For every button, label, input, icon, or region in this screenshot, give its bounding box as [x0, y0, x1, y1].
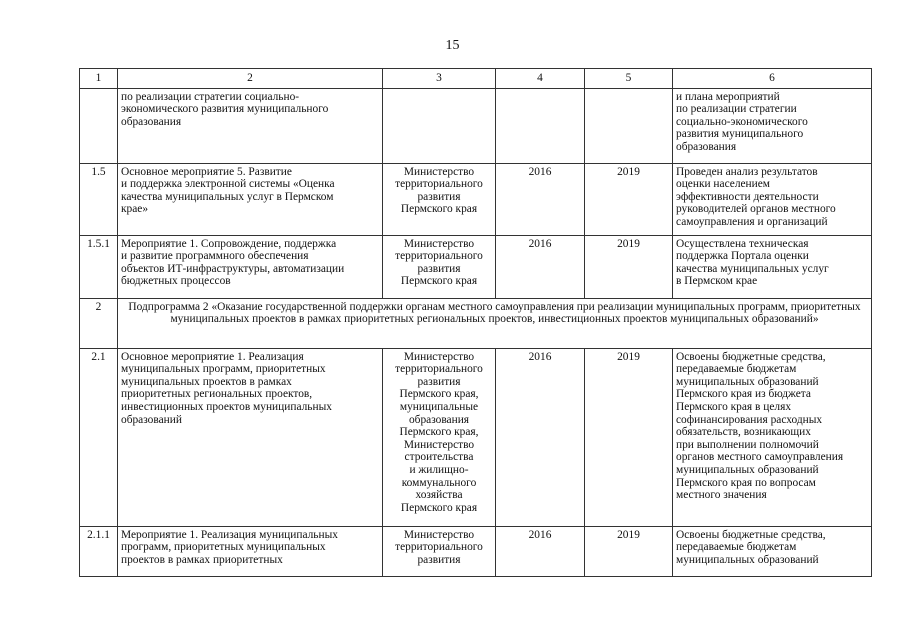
subprogram-row [80, 298, 872, 348]
header-cell: 4 [496, 69, 585, 89]
event-name: Основное мероприятие 5. Развитие и поддержка электронной системы «Оценка качества муниципальных услуг в Пермском крае» [118, 163, 383, 235]
executor [383, 88, 496, 163]
page-number: 15 [445, 38, 460, 53]
end-year: 2019 [585, 163, 673, 235]
row-number: 1.5.1 [80, 235, 118, 298]
executor: Министерство территориального развития [383, 526, 496, 576]
executor: Министерство территориального развития Пермского края, муниципальные образования Пермского края, Министерство строительства и жилищно- коммунального хозяйства Пермского края [383, 348, 496, 526]
start-year: 2016 [496, 235, 585, 298]
start-year: 2016 [496, 526, 585, 576]
header-cell: 3 [383, 69, 496, 89]
end-year: 2019 [585, 526, 673, 576]
start-year: 2016 [496, 348, 585, 526]
header-row [80, 69, 872, 89]
header-cell: 2 [118, 69, 383, 89]
row-number: 2.1.1 [80, 526, 118, 576]
table-row [80, 235, 872, 298]
executor: Министерство территориального развития Пермского края [383, 163, 496, 235]
start-year [496, 88, 585, 163]
row-number: 2 [80, 298, 118, 348]
event-name: Основное мероприятие 1. Реализация муниципальных программ, приоритетных муниципальных проектов в рамках приоритетных региональных проектов, инвестиционных проектов муниципальных образований [118, 348, 383, 526]
table-row [80, 348, 872, 526]
expected-result: и плана мероприятий по реализации стратегии социально-экономического развития муниципального образования [673, 88, 872, 163]
expected-result: Освоены бюджетные средства, передаваемые бюджетам муниципальных образований [673, 526, 872, 576]
expected-result: Освоены бюджетные средства, передаваемые бюджетам муниципальных образований Пермского края из бюджета Пермского края в целях софинансирования расходных обязательств, возникающих при выполнении полномочий органов местного самоуправления муниципальных образований Пермского края по вопросам местного значения [673, 348, 872, 526]
row-number [80, 88, 118, 163]
table-row [80, 88, 872, 163]
event-name: по реализации стратегии социально- экономического развития муниципального образования [118, 88, 383, 163]
expected-result: Осуществлена техническая поддержка Портала оценки качества муниципальных услуг в Пермском крае [673, 235, 872, 298]
row-number: 2.1 [80, 348, 118, 526]
table-row [80, 163, 872, 235]
expected-result: Проведен анализ результатов оценки населением эффективности деятельности руководителей органов местного самоуправления и организаций [673, 163, 872, 235]
header-cell: 6 [673, 69, 872, 89]
table-row [80, 526, 872, 576]
start-year: 2016 [496, 163, 585, 235]
subprogram-title: Подпрограмма 2 «Оказание государственной поддержки органам местного самоуправления при реализации муниципальных программ, приоритетных муниципальных проектов в рамках приоритетных региональных проектов, инвестиционных проектов муниципальных образований» [118, 298, 872, 348]
event-name: Мероприятие 1. Сопровождение, поддержка и развитие программного обеспечения объектов ИТ-инфраструктуры, автоматизации бюджетных процессов [118, 235, 383, 298]
end-year: 2019 [585, 348, 673, 526]
executor: Министерство территориального развития Пермского края [383, 235, 496, 298]
measures-table [79, 68, 872, 577]
event-name: Мероприятие 1. Реализация муниципальных программ, приоритетных муниципальных проектов в рамках приоритетных [118, 526, 383, 576]
row-number: 1.5 [80, 163, 118, 235]
end-year: 2019 [585, 235, 673, 298]
header-cell: 5 [585, 69, 673, 89]
header-cell: 1 [80, 69, 118, 89]
end-year [585, 88, 673, 163]
